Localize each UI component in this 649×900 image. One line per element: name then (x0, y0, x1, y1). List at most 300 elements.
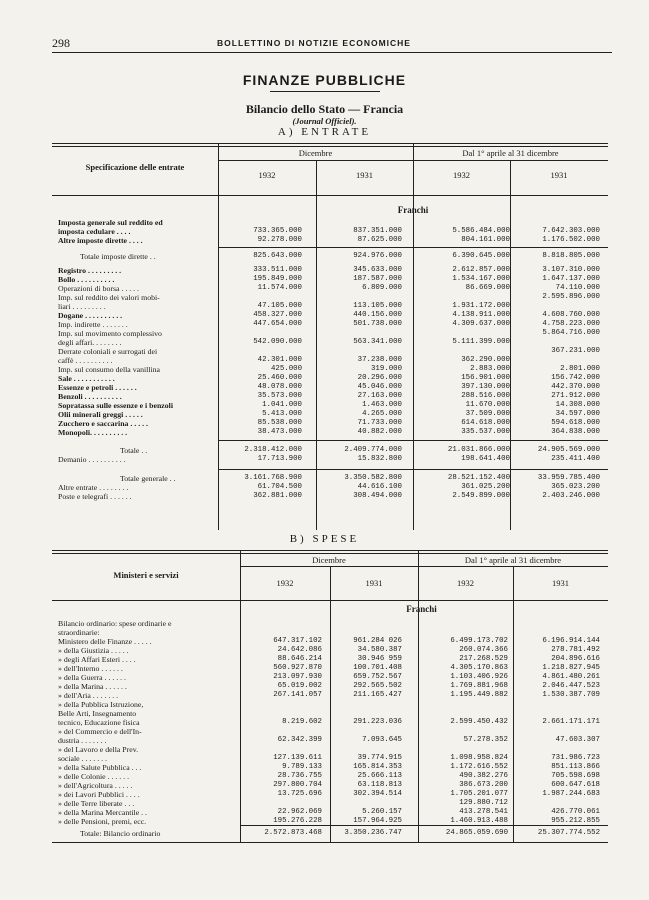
spese-row (0, 808, 649, 817)
spese-row-label: » della Marina . . . . . . (58, 682, 127, 691)
spese-row (0, 673, 649, 682)
spese-row-value: 13.725.696 (277, 790, 322, 798)
entrate-row-label: degli affari. . . . . . . . (58, 338, 122, 347)
spese-year-1: 1932 (276, 578, 294, 588)
entrate-row-value: 333.511.000 (253, 266, 302, 274)
spese-row-value: 165.814.353 (353, 763, 402, 771)
entrate-row-value: 27.163.000 (357, 392, 402, 400)
entrate-row-value: 33.959.785.400 (537, 474, 600, 482)
entrate-row-value: 542.090.000 (253, 338, 302, 346)
spese-row (0, 781, 649, 790)
entrate-row-value: 4.265.000 (362, 410, 402, 418)
entrate-row-value: 3.107.310.000 (542, 266, 600, 274)
spese-row-label: » dei Lavori Pubblici . . . . (58, 790, 140, 799)
entrate-row-label: caffè . . . . . . . . . . (58, 356, 113, 365)
spese-row-label: » dell'Interno . . . . . . (58, 664, 123, 673)
spese-row-value: 413.278.541 (459, 808, 508, 816)
spese-row-label: » della Salute Pubblica . . . (58, 763, 142, 772)
spese-row-value: 22.962.069 (277, 808, 322, 816)
spese-row-label: sociale . . . . . . . (58, 754, 107, 763)
entrate-row-value: 5.864.716.000 (542, 329, 600, 337)
entrate-body-vline-3 (413, 195, 414, 530)
entrate-row (0, 492, 649, 501)
entrate-row-value: 44.616.100 (357, 483, 402, 491)
spese-row-value: 8.219.602 (282, 718, 322, 726)
spese-row-value: 213.097.930 (273, 673, 322, 681)
entrate-group-dicembre: Dicembre (298, 148, 333, 158)
entrate-row-label: Imposta generale sul reddito ed (58, 218, 163, 227)
entrate-row-value: 367.231.000 (551, 347, 600, 355)
spese-section-title: B) SPESE (289, 533, 360, 545)
entrate-row-value: 187.587.000 (353, 275, 402, 283)
spese-row (0, 745, 649, 754)
entrate-row-value: 563.341.000 (353, 338, 402, 346)
entrate-row-value: 6.390.645.000 (452, 252, 510, 260)
spese-row-value: 1.172.616.552 (450, 763, 508, 771)
spese-row-value: 127.139.611 (273, 754, 322, 762)
spese-top-rule (52, 550, 608, 551)
entrate-section-title: A) ENTRATE (277, 126, 372, 138)
spese-row-value: 2.046.447.523 (542, 682, 600, 690)
entrate-row-value: 4.608.760.000 (542, 311, 600, 319)
entrate-row-value: 1.463.000 (362, 401, 402, 409)
spese-row-value: 1.218.827.945 (542, 664, 600, 672)
spese-row-value: 731.986.723 (551, 754, 600, 762)
spese-row (0, 790, 649, 799)
spese-row-value: 195.276.228 (273, 817, 322, 825)
entrate-row-value: 308.494.000 (353, 492, 402, 500)
entrate-row-value: 156.742.000 (551, 374, 600, 382)
spese-row-value: 260.074.366 (459, 646, 508, 654)
entrate-row-value: 2.403.246.000 (542, 492, 600, 500)
spese-row-value: 88.646.214 (277, 655, 322, 663)
entrate-row-label: Derrate coloniali e surrogati dei (58, 347, 158, 356)
entrate-row-value: 4.138.911.000 (452, 311, 510, 319)
header-rule (52, 52, 612, 53)
entrate-row-value: 594.618.000 (551, 419, 600, 427)
entrate-row-label: Sopratassa sulle essenze e i benzoli (58, 401, 174, 410)
spese-row (0, 655, 649, 664)
entrate-row-label: Poste e telegrafi . . . . . . (58, 492, 132, 501)
entrate-row-label: Olii minerali greggi . . . . . (58, 410, 143, 419)
entrate-top-rule-2 (52, 146, 608, 147)
spese-row-value: 955.212.855 (551, 817, 600, 825)
entrate-row-value: 2.612.857.000 (452, 266, 510, 274)
entrate-row (0, 275, 649, 284)
entrate-row-value: 25.460.000 (257, 374, 302, 382)
entrate-row-value: 2.883.000 (470, 365, 510, 373)
title-underline (270, 91, 380, 92)
entrate-unit: Franchi (397, 205, 429, 215)
spese-row-label: tecnico, Educazione fisica (58, 718, 140, 727)
entrate-row-value: 804.161.000 (461, 236, 510, 244)
entrate-row-value: 2.595.896.000 (542, 293, 600, 301)
entrate-row-value: 733.365.000 (253, 227, 302, 235)
page-number: 298 (52, 36, 70, 50)
entrate-row (0, 236, 649, 245)
spese-row-label: » del Lavoro e della Prev. (58, 745, 139, 754)
entrate-row-value: 5.111.399.000 (452, 338, 510, 346)
spese-row-value: 6.499.173.702 (450, 637, 508, 645)
spese-row-value: 211.165.427 (353, 691, 402, 699)
spese-total-rule (240, 825, 608, 826)
spese-row-value: 3.350.236.747 (344, 829, 402, 837)
spese-row-value: 7.093.645 (362, 736, 402, 744)
entrate-row-value: 24.905.569.000 (537, 446, 600, 454)
entrate-row-value: 2.409.774.000 (344, 446, 402, 454)
spese-row-label: » delle Pensioni, premi, ecc. (58, 817, 147, 826)
spese-row-value: 386.673.200 (459, 781, 508, 789)
entrate-row (0, 356, 649, 365)
spese-unit: Franchi (406, 604, 437, 614)
entrate-top-rule (52, 143, 608, 144)
spese-row-label: » della Guerra . . . . . . (58, 673, 126, 682)
spese-row-value: 6.196.914.144 (542, 637, 600, 645)
spese-row-label: » delle Terre liberate . . . (58, 799, 135, 808)
entrate-body-vline-1 (218, 195, 219, 530)
entrate-row (0, 338, 649, 347)
entrate-row-label: Altre entrate . . . . . . . . (58, 483, 129, 492)
spese-row (0, 772, 649, 781)
spese-row-value: 1.530.387.709 (542, 691, 600, 699)
entrate-row-value: 319.000 (370, 365, 402, 373)
entrate-row (0, 320, 649, 329)
entrate-row-value: 271.912.000 (551, 392, 600, 400)
entrate-row-value: 14.308.000 (555, 401, 600, 409)
entrate-row-label: liari . . . . . . . . . (58, 302, 106, 311)
spese-row-value: 267.141.057 (273, 691, 322, 699)
spese-row-value: 5.260.157 (362, 808, 402, 816)
entrate-row-value: 924.976.000 (353, 252, 402, 260)
spese-row-label: dustria . . . . . . . (58, 736, 107, 745)
entrate-row-value: 11.574.000 (257, 284, 302, 292)
entrate-row-value: 37.238.000 (357, 356, 402, 364)
spese-year-4: 1931 (552, 578, 569, 588)
spese-row-value: 1.705.201.077 (450, 790, 508, 798)
entrate-row-value: 1.534.167.000 (452, 275, 510, 283)
spese-row (0, 799, 649, 808)
entrate-row-value: 15.832.800 (357, 455, 402, 463)
spese-row-value: 647.317.102 (273, 637, 322, 645)
entrate-row-value: 86.669.000 (465, 284, 510, 292)
entrate-row (0, 428, 649, 437)
entrate-row-value: 361.025.200 (461, 483, 510, 491)
entrate-row (0, 365, 649, 374)
entrate-row-value: 87.625.000 (357, 236, 402, 244)
spese-row-value: 24.865.059.690 (445, 829, 508, 837)
entrate-row-value: 447.654.000 (253, 320, 302, 328)
spese-row (0, 736, 649, 745)
source-note: (Journal Officiel). (292, 116, 357, 126)
entrate-row-value: 365.023.200 (551, 483, 600, 491)
entrate-row-value: 5.413.000 (262, 410, 302, 418)
spese-row-value: 297.800.704 (273, 781, 322, 789)
entrate-row-value: 17.713.900 (257, 455, 302, 463)
spese-row-value: 217.268.529 (459, 655, 508, 663)
spese-body-vline-1 (240, 600, 241, 842)
entrate-row-value: 825.643.000 (253, 252, 302, 260)
entrate-row-label: Sale . . . . . . . . . . . (58, 374, 115, 383)
spese-row-label: Belle Arti, Insegnamento (58, 709, 137, 718)
entrate-row-value: 335.537.000 (461, 428, 510, 436)
spese-row-value: 4.861.480.261 (542, 673, 600, 681)
spese-row-value: 1.987.244.683 (542, 790, 600, 798)
spese-row-value: 2.572.873.468 (264, 829, 322, 837)
spese-row (0, 628, 649, 637)
entrate-row-value: 397.130.000 (461, 383, 510, 391)
entrate-row-label: Totale generale . . (120, 474, 176, 483)
entrate-row-value: 3.161.768.900 (244, 474, 302, 482)
spese-row (0, 664, 649, 673)
entrate-row (0, 329, 649, 338)
main-title: FINANZE PUBBLICHE (242, 72, 407, 88)
entrate-row-label: Essenze e petroli . . . . . . (58, 383, 137, 392)
entrate-row-label: Registro . . . . . . . . . (58, 266, 122, 275)
entrate-row-value: 362.290.000 (461, 356, 510, 364)
spese-year-3: 1932 (457, 578, 474, 588)
spese-row (0, 682, 649, 691)
entrate-row-value: 1.931.172.000 (452, 302, 510, 310)
entrate-row-label: Operazioni di borsa . . . . . (58, 284, 139, 293)
entrate-group-rule (218, 160, 608, 161)
subtitle: Bilancio dello Stato — Francia (245, 102, 404, 116)
spese-row-value: 25.666.113 (357, 772, 402, 780)
entrate-row-value: 21.031.866.000 (447, 446, 510, 454)
spese-row-value: 9.789.133 (282, 763, 322, 771)
entrate-row (0, 383, 649, 392)
entrate-row-value: 71.733.000 (357, 419, 402, 427)
spese-row-value: 100.701.408 (353, 664, 402, 672)
spese-row-value: 291.223.036 (353, 718, 402, 726)
spese-body-vline-2 (330, 600, 331, 842)
entrate-row-label: Imp. sul consumo della vanillina (58, 365, 160, 374)
entrate-row-value: 195.849.000 (253, 275, 302, 283)
spese-top-rule-2 (52, 553, 608, 554)
spese-row-value: 560.927.870 (273, 664, 322, 672)
entrate-group-aprile: Dal 1° aprile al 31 dicembre (462, 148, 559, 158)
spese-row (0, 691, 649, 700)
spese-row (0, 718, 649, 727)
entrate-row-value: 38.473.000 (257, 428, 302, 436)
spese-row-label: straordinarie: (58, 628, 100, 637)
spese-row-value: 1.195.449.882 (450, 691, 508, 699)
entrate-row-value: 47.105.000 (257, 302, 302, 310)
spese-spec-header: Ministeri e servizi (113, 570, 179, 580)
spese-row-value: 129.880.712 (459, 799, 508, 807)
entrate-row (0, 218, 649, 227)
entrate-row-label: Bollo . . . . . . . . . . (58, 275, 115, 284)
entrate-row (0, 374, 649, 383)
entrate-row-value: 2.801.000 (560, 365, 600, 373)
spese-row-value: 659.752.567 (353, 673, 402, 681)
entrate-row-value: 3.350.582.800 (344, 474, 402, 482)
spese-row-value: 490.382.276 (459, 772, 508, 780)
entrate-row-value: 288.516.000 (461, 392, 510, 400)
entrate-year-2: 1931 (356, 170, 373, 180)
entrate-row-value: 8.818.805.000 (542, 252, 600, 260)
spese-row-value: 600.647.618 (551, 781, 600, 789)
spese-row-value: 278.781.492 (551, 646, 600, 654)
entrate-row-value: 45.046.000 (357, 383, 402, 391)
entrate-row-value: 2.549.899.000 (452, 492, 510, 500)
spese-row-value: 1.103.406.926 (450, 673, 508, 681)
entrate-row (0, 252, 649, 261)
spese-row-value: 28.736.755 (277, 772, 322, 780)
entrate-row-label: Totale imposte dirette . . (80, 252, 156, 261)
spese-row-value: 24.642.086 (277, 646, 322, 654)
spese-year-2: 1931 (365, 578, 383, 588)
entrate-row-value: 2.318.412.000 (244, 446, 302, 454)
spese-row-value: 25.307.774.552 (537, 829, 600, 837)
spese-row-value: 39.774.915 (357, 754, 402, 762)
entrate-body-vline-4 (510, 195, 511, 530)
entrate-year-1: 1932 (258, 170, 276, 180)
spese-row-value: 1.769.881.968 (450, 682, 508, 690)
entrate-row-value: 113.105.000 (353, 302, 402, 310)
entrate-row (0, 284, 649, 293)
spese-row-value: 63.118.813 (357, 781, 402, 789)
spese-row-label: Ministero delle Finanze . . . . . (58, 637, 152, 646)
spese-row (0, 646, 649, 655)
entrate-row-value: 61.704.500 (257, 483, 302, 491)
spese-row-value: 47.603.307 (555, 736, 600, 744)
spese-row-label: » del Commercio e dell'In- (58, 727, 142, 736)
spese-row-label: » dell'Agricoltura . . . . . (58, 781, 133, 790)
entrate-row-label: Dogane . . . . . . . . . . (58, 311, 123, 320)
entrate-row (0, 227, 649, 236)
entrate-row-value: 42.301.000 (257, 356, 302, 364)
entrate-row (0, 311, 649, 320)
entrate-row-value: 85.538.000 (257, 419, 302, 427)
entrate-row-value: 6.809.000 (362, 284, 402, 292)
entrate-row-value: 235.411.400 (551, 455, 600, 463)
spese-row-value: 65.019.002 (277, 682, 322, 690)
entrate-row-value: 92.278.000 (257, 236, 302, 244)
spese-row-value: 426.770.061 (551, 808, 600, 816)
entrate-row-label: Demanio . . . . . . . . . . (58, 455, 126, 464)
entrate-row-value: 1.647.137.000 (542, 275, 600, 283)
entrate-row (0, 392, 649, 401)
entrate-row-value: 7.642.303.000 (542, 227, 600, 235)
spese-row (0, 637, 649, 646)
entrate-row (0, 419, 649, 428)
spese-row-value: 62.342.399 (277, 736, 322, 744)
spese-row (0, 754, 649, 763)
spese-body-vline-3 (418, 600, 419, 842)
spese-group-dicembre: Dicembre (312, 555, 346, 565)
entrate-row-value: 34.597.000 (555, 410, 600, 418)
entrate-row-value: 35.573.000 (257, 392, 302, 400)
entrate-year-3: 1932 (453, 170, 470, 180)
entrate-row-value: 20.296.000 (357, 374, 402, 382)
spese-row-value: 2.661.171.171 (542, 718, 600, 726)
spese-row-label: Totale: Bilancio ordinario (80, 829, 161, 838)
entrate-spec-header: Specificazione delle entrate (85, 162, 185, 172)
entrate-row-value: 425.000 (270, 365, 302, 373)
entrate-row-value: 37.509.000 (465, 410, 510, 418)
entrate-row (0, 347, 649, 356)
entrate-row-label: Altre imposte dirette . . . . (58, 236, 143, 245)
entrate-row-value: 48.078.000 (257, 383, 302, 391)
spese-group-rule (240, 566, 608, 567)
spese-row-value: 705.598.698 (551, 772, 600, 780)
spese-row-label: » delle Colonie . . . . . . (58, 772, 130, 781)
entrate-row-value: 440.156.000 (353, 311, 402, 319)
entrate-row-value: 501.738.000 (353, 320, 402, 328)
entrate-row-value: 614.618.000 (461, 419, 510, 427)
entrate-row-value: 458.327.000 (253, 311, 302, 319)
spese-row-value: 1.460.913.488 (450, 817, 508, 825)
spese-row-label: » degli Affari Esteri . . . . (58, 655, 136, 664)
entrate-row-value: 28.521.152.400 (447, 474, 510, 482)
entrate-row-value: 362.881.000 (253, 492, 302, 500)
spese-row-value: 292.565.502 (353, 682, 402, 690)
spese-row-value: 2.599.450.432 (450, 718, 508, 726)
entrate-row-value: 40.882.000 (357, 428, 402, 436)
entrate-body-vline-2 (316, 195, 317, 530)
spese-row (0, 727, 649, 736)
spese-row-label: » dell'Aria . . . . . . . (58, 691, 119, 700)
spese-row-value: 851.113.866 (551, 763, 600, 771)
entrate-header-bottom-rule (52, 195, 608, 196)
spese-row (0, 829, 649, 838)
entrate-year-4: 1931 (550, 170, 568, 180)
spese-group-aprile: Dal 1° aprile al 31 dicembre (464, 555, 562, 565)
spese-row (0, 763, 649, 772)
entrate-row-label: Imp. indirette . . . . . . . (58, 320, 128, 329)
spese-row-value: 57.278.352 (463, 736, 508, 744)
entrate-row (0, 302, 649, 311)
spese-row-label: » della Giustizia . . . . . (58, 646, 129, 655)
spese-row-value: 302.394.514 (353, 790, 402, 798)
entrate-row-value: 345.633.000 (353, 266, 402, 274)
spese-row (0, 619, 649, 628)
spese-bottom-rule (52, 842, 608, 843)
spese-row-value: 4.305.170.863 (450, 664, 508, 672)
spese-row-label: » della Marina Mercantile . . (58, 808, 147, 817)
spese-row-label: » della Pubblica Istruzione, (58, 700, 144, 709)
spese-row-label: Bilancio ordinario: spese ordinarie e (58, 619, 172, 628)
entrate-row (0, 474, 649, 483)
spese-row-value: 157.964.925 (353, 817, 402, 825)
entrate-row-value: 442.370.000 (551, 383, 600, 391)
entrate-row-label: Zucchero e saccarina . . . . . (58, 419, 148, 428)
entrate-row (0, 266, 649, 275)
entrate-row-label: Imp. sul movimento complessivo (58, 329, 162, 338)
entrate-row-value: 4.758.223.000 (542, 320, 600, 328)
entrate-row-value: 1.041.000 (262, 401, 302, 409)
entrate-row-value: 1.176.502.000 (542, 236, 600, 244)
entrate-row-value: 11.670.000 (465, 401, 510, 409)
entrate-row-value: 74.110.000 (555, 284, 600, 292)
entrate-row-label: Imp. sul reddito dei valori mobi- (58, 293, 160, 302)
entrate-row (0, 410, 649, 419)
spese-body-vline-4 (513, 600, 514, 842)
entrate-row-value: 156.901.000 (461, 374, 510, 382)
spese-row (0, 700, 649, 709)
spese-row-value: 1.098.958.824 (450, 754, 508, 762)
entrate-row-label: Totale . . (120, 446, 148, 455)
spese-row (0, 709, 649, 718)
entrate-row (0, 446, 649, 455)
entrate-row-value: 5.586.484.000 (452, 227, 510, 235)
spese-row-value: 204.896.616 (551, 655, 600, 663)
entrate-row-value: 4.309.637.000 (452, 320, 510, 328)
running-title: BOLLETTINO DI NOTIZIE ECONOMICHE (217, 38, 411, 48)
entrate-row (0, 401, 649, 410)
entrate-row (0, 455, 649, 464)
entrate-row-label: imposta cedulare . . . . (58, 227, 131, 236)
